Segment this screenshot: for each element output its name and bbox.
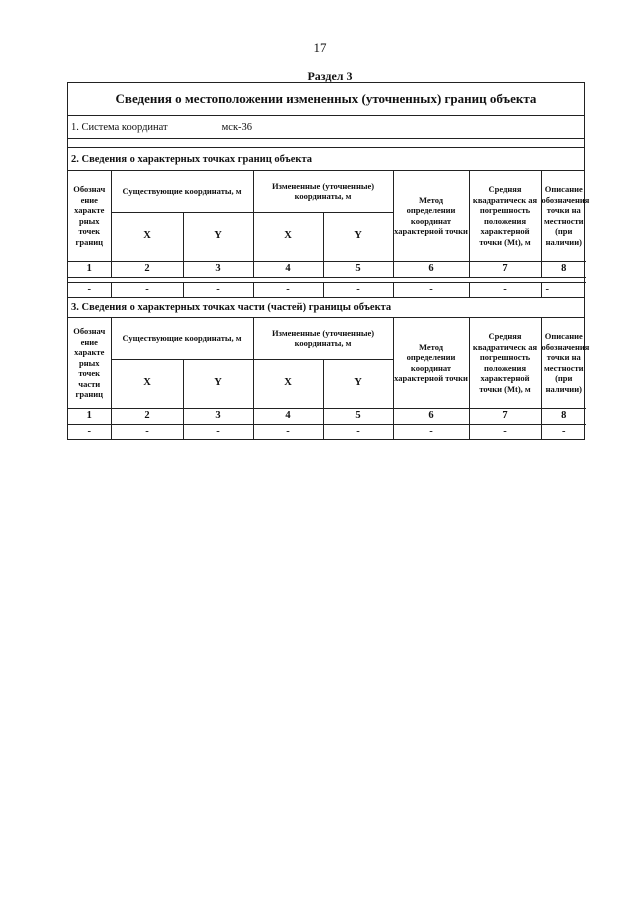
document-table bbox=[67, 82, 590, 440]
column-number: 1 bbox=[68, 261, 111, 277]
main-title: Сведения о местоположении измененных (уточненных) границ объекта bbox=[68, 83, 584, 116]
coordinate-system-value: мск-36 bbox=[221, 121, 253, 133]
column-number-row bbox=[68, 408, 586, 424]
table-cell: - bbox=[393, 282, 469, 297]
header-y: Y bbox=[323, 359, 393, 408]
header-method: Метод определении координат характерной точки bbox=[393, 171, 469, 261]
header-description: Описание обозначения точки на местности (при наличии) bbox=[541, 318, 586, 408]
column-number: 4 bbox=[253, 261, 323, 277]
header-rmse: Средняя квадратическ ая погрешность положения характерной точки (Mt), м bbox=[469, 318, 541, 408]
header-y: Y bbox=[183, 359, 253, 408]
column-number: 4 bbox=[253, 408, 323, 424]
header-changed-coords: Измененные (уточненные) координаты, м bbox=[253, 171, 393, 212]
table-cell: - bbox=[183, 282, 253, 297]
section2-title: 2. Сведения о характерных точках границ объекта bbox=[68, 148, 584, 171]
header-changed-coords: Измененные (уточненные) координаты, м bbox=[253, 318, 393, 359]
table-cell: - bbox=[68, 424, 111, 439]
page-number: 17 bbox=[313, 40, 327, 55]
table-cell: - bbox=[393, 424, 469, 439]
column-number: 7 bbox=[469, 261, 541, 277]
column-number: 8 bbox=[541, 261, 586, 277]
header-designation: Обознач ение характе рных точек части границ bbox=[68, 318, 111, 408]
column-number: 5 bbox=[323, 261, 393, 277]
table-cell: - bbox=[111, 424, 183, 439]
table-cell: - bbox=[183, 424, 253, 439]
column-number: 1 bbox=[68, 408, 111, 424]
table-cell: - bbox=[469, 282, 541, 297]
column-number: 5 bbox=[323, 408, 393, 424]
table-cell: - bbox=[541, 424, 586, 439]
column-number: 8 bbox=[541, 408, 586, 424]
table-cell: - bbox=[541, 282, 586, 297]
section3-title: 3. Сведения о характерных точках части (частей) границы объекта bbox=[68, 297, 584, 318]
header-existing-coords: Существующие координаты, м bbox=[111, 318, 253, 359]
header-y: Y bbox=[183, 212, 253, 261]
header-description: Описание обозначения точки на местности (при наличии) bbox=[541, 171, 586, 261]
column-number: 7 bbox=[469, 408, 541, 424]
table-row bbox=[68, 424, 586, 439]
header-method: Метод определении координат характерной точки bbox=[393, 318, 469, 408]
header-existing-coords: Существующие координаты, м bbox=[111, 171, 253, 212]
header-x: X bbox=[253, 359, 323, 408]
section-label: Раздел 3 bbox=[307, 69, 353, 83]
table-cell: - bbox=[68, 282, 111, 297]
coordinate-system-row bbox=[68, 116, 584, 139]
header-y: Y bbox=[323, 212, 393, 261]
column-number: 3 bbox=[183, 408, 253, 424]
header-designation: Обознач ение характе рных точек границ bbox=[68, 171, 111, 261]
header-x: X bbox=[111, 359, 183, 408]
table-cell: - bbox=[253, 282, 323, 297]
table-cell: - bbox=[469, 424, 541, 439]
table-cell: - bbox=[253, 424, 323, 439]
column-number: 2 bbox=[111, 261, 183, 277]
header-x: X bbox=[253, 212, 323, 261]
table-row bbox=[68, 282, 586, 297]
column-number: 3 bbox=[183, 261, 253, 277]
table-cell: - bbox=[323, 424, 393, 439]
section2-table bbox=[68, 171, 590, 297]
column-number: 6 bbox=[393, 261, 469, 277]
section3-table bbox=[68, 318, 590, 439]
header-rmse: Средняя квадратическ ая погрешность положения характерной точки (Mt), м bbox=[469, 171, 541, 261]
table-cell: - bbox=[111, 282, 183, 297]
spacer bbox=[68, 139, 584, 148]
column-number: 2 bbox=[111, 408, 183, 424]
column-number: 6 bbox=[393, 408, 469, 424]
coordinate-system-label: 1. Система координат bbox=[71, 121, 168, 133]
table-cell: - bbox=[323, 282, 393, 297]
header-x: X bbox=[111, 212, 183, 261]
column-number-row bbox=[68, 261, 586, 277]
